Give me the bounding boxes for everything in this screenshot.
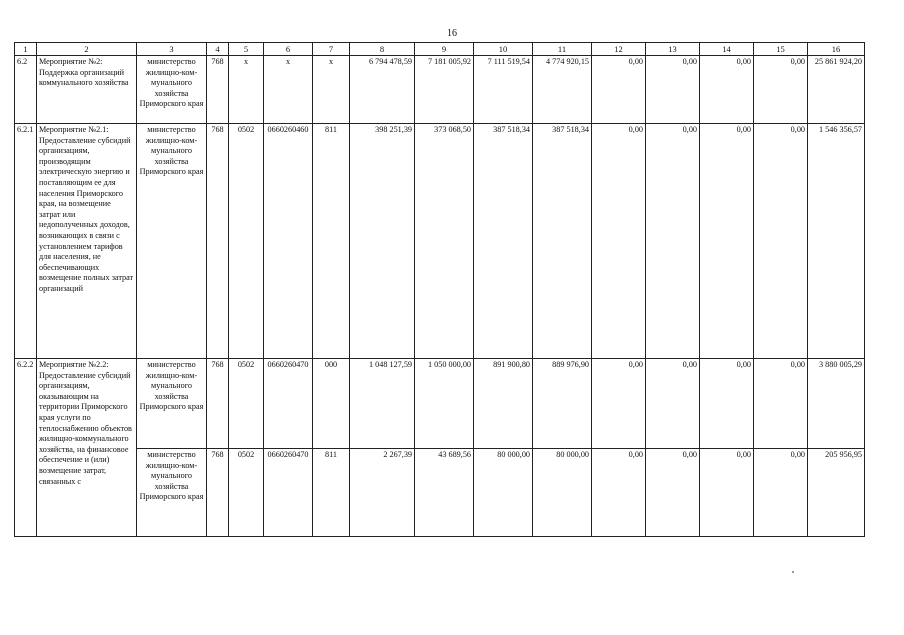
- header-cell: 1: [15, 43, 37, 56]
- cell-value: 0,00: [700, 449, 754, 537]
- header-cell: 14: [700, 43, 754, 56]
- cell-expense-type: 000: [313, 359, 350, 449]
- header-cell: 9: [415, 43, 474, 56]
- cell-value: 0,00: [592, 56, 646, 124]
- cell-grbs: 768: [207, 56, 229, 124]
- cell-value: 387 518,34: [474, 124, 533, 359]
- cell-value: 0,00: [592, 359, 646, 449]
- cell-value: 80 000,00: [474, 449, 533, 537]
- cell-target-article: x: [264, 56, 313, 124]
- header-cell: 4: [207, 43, 229, 56]
- row-number: 6.2: [15, 56, 37, 124]
- cell-section: 0502: [229, 359, 264, 449]
- cell-value: 80 000,00: [533, 449, 592, 537]
- cell-expense-type: 811: [313, 449, 350, 537]
- responsible-org: министерство жилищно-ком-мунального хозяйства Приморского края: [137, 56, 207, 124]
- cell-value: 4 774 920,15: [533, 56, 592, 124]
- cell-value: 2 267,39: [350, 449, 415, 537]
- cell-section: 0502: [229, 124, 264, 359]
- measure-name: Мероприятие №2.2: Предоставление субсидий организациям, оказывающим на территории Приморского края услуги по теплоснабжению объектов жилищно-коммунального хозяйства, на финансовое обеспечение и (или) возмещение затрат, связанных с: [37, 359, 137, 537]
- cell-value: 889 976,90: [533, 359, 592, 449]
- header-cell: 3: [137, 43, 207, 56]
- cell-value: 0,00: [700, 359, 754, 449]
- cell-expense-type: 811: [313, 124, 350, 359]
- cell-value: 7 181 005,92: [415, 56, 474, 124]
- header-cell: 8: [350, 43, 415, 56]
- cell-value: 0,00: [700, 124, 754, 359]
- cell-total: 3 880 005,29: [808, 359, 865, 449]
- cell-value: 891 900,80: [474, 359, 533, 449]
- cell-value: 0,00: [592, 449, 646, 537]
- cell-section: 0502: [229, 449, 264, 537]
- header-cell: 13: [646, 43, 700, 56]
- cell-value: 0,00: [754, 56, 808, 124]
- cell-value: 0,00: [646, 56, 700, 124]
- responsible-org: министерство жилищно-ком-мунального хозяйства Приморского края: [137, 449, 207, 537]
- table-row: [15, 449, 865, 537]
- header-cell: 10: [474, 43, 533, 56]
- table-row: [15, 56, 865, 124]
- header-cell: 12: [592, 43, 646, 56]
- cell-total: 205 956,95: [808, 449, 865, 537]
- table-row: [15, 359, 865, 449]
- cell-value: 0,00: [592, 124, 646, 359]
- cell-value: 43 689,56: [415, 449, 474, 537]
- cell-value: 0,00: [646, 124, 700, 359]
- header-cell: 11: [533, 43, 592, 56]
- cell-grbs: 768: [207, 124, 229, 359]
- header-cell: 2: [37, 43, 137, 56]
- header-cell: 6: [264, 43, 313, 56]
- cell-value: 0,00: [646, 359, 700, 449]
- cell-target-article: 0660260470: [264, 449, 313, 537]
- cell-value: 0,00: [700, 56, 754, 124]
- cell-total: 25 861 924,20: [808, 56, 865, 124]
- responsible-org: министерство жилищно-ком-мунального хозяйства Приморского края: [137, 124, 207, 359]
- cell-section: x: [229, 56, 264, 124]
- cell-value: 6 794 478,59: [350, 56, 415, 124]
- cell-grbs: 768: [207, 449, 229, 537]
- header-cell: 16: [808, 43, 865, 56]
- page-number: 16: [447, 28, 457, 39]
- header-row: [15, 43, 865, 56]
- cell-value: 0,00: [646, 449, 700, 537]
- cell-value: 7 111 519,54: [474, 56, 533, 124]
- cell-target-article: 0660260470: [264, 359, 313, 449]
- measure-name: Мероприятие №2.1: Предоставление субсидий организациям, производящим электрическую энергию и поставляющим ее для населения Приморского края, на возмещение затрат или недополученных доходов, возникающих в связи с установлением тарифов для населения, не обеспечивающих возмещение полных затрат организаций: [37, 124, 137, 359]
- cell-value: 0,00: [754, 359, 808, 449]
- cell-target-article: 0660260460: [264, 124, 313, 359]
- scan-speck: [792, 571, 794, 573]
- budget-table: [14, 42, 865, 537]
- cell-value: 0,00: [754, 124, 808, 359]
- cell-expense-type: x: [313, 56, 350, 124]
- header-cell: 15: [754, 43, 808, 56]
- cell-total: 1 546 356,57: [808, 124, 865, 359]
- cell-value: 387 518,34: [533, 124, 592, 359]
- measure-name: Мероприятие №2: Поддержка организаций коммунального хозяйства: [37, 56, 137, 124]
- cell-value: 373 068,50: [415, 124, 474, 359]
- cell-value: 0,00: [754, 449, 808, 537]
- responsible-org: министерство жилищно-ком-мунального хозяйства Приморского края: [137, 359, 207, 449]
- cell-grbs: 768: [207, 359, 229, 449]
- cell-value: 398 251,39: [350, 124, 415, 359]
- cell-value: 1 048 127,59: [350, 359, 415, 449]
- header-cell: 7: [313, 43, 350, 56]
- table-row: [15, 124, 865, 359]
- header-cell: 5: [229, 43, 264, 56]
- cell-value: 1 050 000,00: [415, 359, 474, 449]
- row-number: 6.2.1: [15, 124, 37, 359]
- row-number: 6.2.2: [15, 359, 37, 537]
